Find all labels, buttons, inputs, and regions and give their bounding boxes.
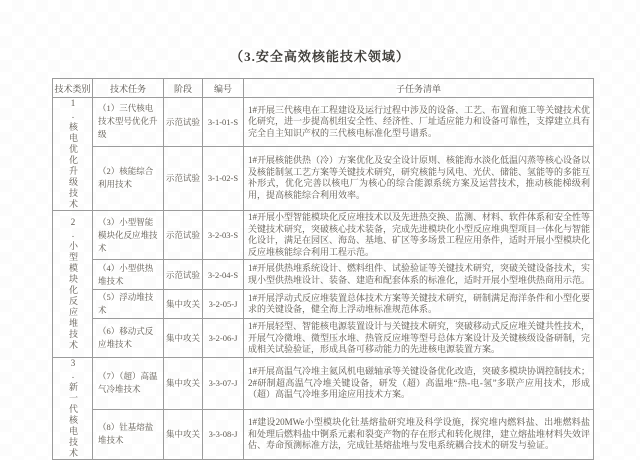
table-row: [53, 409, 594, 460]
stage-cell: 示范试验: [164, 211, 203, 260]
subtasks-cell: 1#开展轻型、智能核电源装置设计与关键技术研究，突破移动式反应堆关键共性技术，开展气冷微堆、微型压水堆、热管反应堆等型号总体方案设计及关键核级设备研制，完成相关试验验证，形成具备可移动能力的先进核电源装置方案。: [244, 319, 594, 358]
stage-cell: 示范试验: [164, 146, 203, 210]
subtasks-cell: 1#开展高温气冷堆主氦风机电磁轴承等关键设备优化改造，突破多模块协调控制技术；2#研制超高温气冷堆关键设备，研发（超）高温堆“热-电-氢”多联产应用技术，形成（超）高温气冷堆多用途应用技术方案。: [244, 358, 594, 409]
header-cell-task: 技术任务: [93, 79, 164, 98]
table-header-row: [53, 79, 594, 98]
stage-cell: 示范试验: [164, 260, 203, 290]
table-row: [53, 260, 594, 290]
stage-cell: 集中攻关: [164, 409, 203, 460]
stage-cell: 集中攻关: [164, 290, 203, 319]
subtasks-cell: 1#开展小型智能模块化反应堆技术以及先进热交换、监测、材料、软件体系和安全性等关键技术研究，突破核心技术装备，完成先进模块化小型反应堆典型项目一体化与智能化设计，满足在园区、海岛、基地、矿区等多场景工程应用条件，适时开展小型模块化反应堆核能综合利用工程示范。: [244, 211, 594, 260]
task-cell: （7）（超）高温气冷堆技术: [93, 358, 164, 409]
code-cell: 3-1-02-S: [203, 146, 244, 210]
subtasks-cell: 1#开展三代核电在工程建设及运行过程中涉及的设备、工艺、布置和施工等关键技术优化研究，进一步提高机组安全性、经济性、厂址适应能力和设备可靠性，支撑建立具有完全自主知识产权的三代核电标准化型号谱系。: [244, 98, 594, 147]
task-cell: （8）钍基熔盐堆技术: [93, 409, 164, 460]
code-cell: 3-2-04-S: [203, 260, 244, 290]
category-cell: [53, 358, 93, 460]
table-row: [53, 358, 594, 409]
code-cell: 3-2-03-S: [203, 211, 244, 260]
category-cell: [53, 211, 93, 358]
table-row: [53, 98, 594, 147]
code-cell: 3-2-05-J: [203, 290, 244, 319]
subtasks-cell: 1#建设20MWe小型模块化钍基熔盐研究堆及科学设施，探究堆内燃料盐、出堆燃料盐和处理后燃料盐中锕系元素和裂变产物的存在形式和转化规律，建立熔盐堆材料失效评估、寿命预测标准方法，完成钍基熔盐堆与发电系统耦合技术的研发与验证。: [244, 409, 594, 460]
header-cell-subtasks: 子任务清单: [244, 79, 594, 98]
stage-cell: 示范试验: [164, 98, 203, 147]
stage-cell: 集中攻关: [164, 319, 203, 358]
table-row: [53, 146, 594, 210]
category-label: 2.小型模块化反应堆技术: [68, 217, 78, 352]
category-cell: [53, 98, 93, 211]
code-cell: 3-1-01-S: [203, 98, 244, 147]
code-cell: 3-3-08-J: [203, 409, 244, 460]
header-cell-stage: 阶段: [164, 79, 203, 98]
task-cell: （1）三代核电技术型号优化升级: [93, 98, 164, 147]
task-cell: （5）浮动堆技术: [93, 290, 164, 319]
code-cell: 3-2-06-J: [203, 319, 244, 358]
task-cell: （3）小型智能模块化反应堆技术: [93, 211, 164, 260]
task-cell: （4）小型供热堆技术: [93, 260, 164, 290]
page-title: （3.安全高效核能技术领域）: [230, 49, 410, 64]
subtasks-cell: 1#开展浮动式反应堆装置总体技术方案等关键技术研究，研制满足海洋条件和小型化要求的关键设备，健全海上浮动堆标准规范体系。: [244, 290, 594, 319]
subtasks-cell: 1#开展供热堆系统设计、燃料组件、试验验证等关键技术研究，突破关键设备技术，实现小型供热堆设计、装备、建造和配套体系的标准化，适时开展小型堆供热商用示范。: [244, 260, 594, 290]
category-label: 1.核电优化升级技术: [68, 98, 78, 210]
technology-task-table: [52, 78, 594, 460]
table-row: [53, 319, 594, 358]
category-label: 3.新一代核电技术: [68, 358, 78, 460]
table-row: [53, 290, 594, 319]
subtasks-cell: 1#开展核能供热（冷）方案优化及安全设计原则、核能海水淡化低温闪蒸等核心设备以及核能制氢工艺方案等关键技术研究，研究核能与风电、光伏、储能、氢能等的多能互补形式，优化完善以核电厂为核心的综合能源系统方案及运营技术，推动核能梯级利用，提高核能综合利用效率。: [244, 146, 594, 210]
task-cell: （2）核能综合利用技术: [93, 146, 164, 210]
header-cell-code: 编号: [203, 79, 244, 98]
stage-cell: 集中攻关: [164, 358, 203, 409]
table-row: [53, 211, 594, 260]
header-cell-category: 技术类别: [53, 79, 93, 98]
task-cell: （6）移动式反应堆技术: [93, 319, 164, 358]
code-cell: 3-3-07-J: [203, 358, 244, 409]
